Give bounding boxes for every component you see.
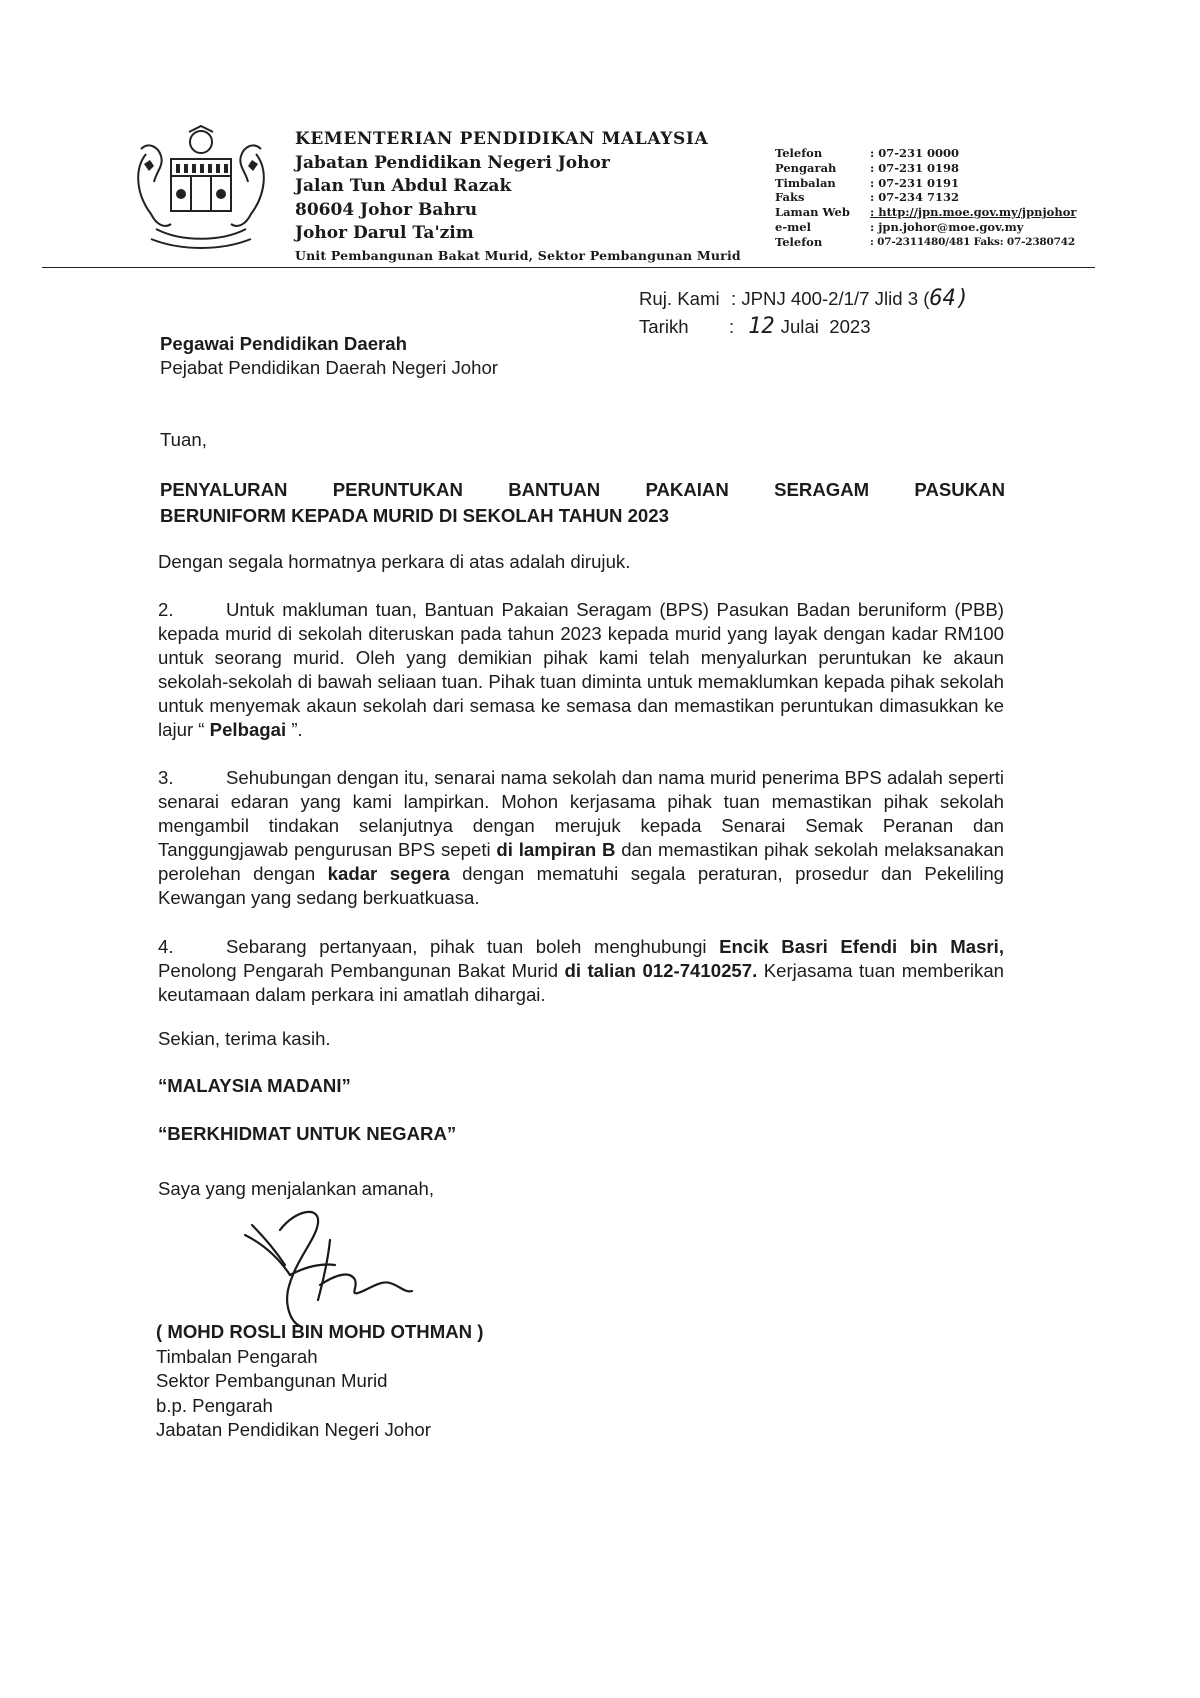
unit-name: Unit Pembangunan Bakat Murid, Sektor Pembangunan Murid [295,247,741,263]
paragraph-emphasis: kadar segera [327,863,450,884]
date-separator: : [729,316,735,337]
contact-value: : 07-234 7132 [870,190,960,205]
paragraph-emphasis: Pelbagai [209,719,287,740]
reference-handwritten-number: 64) [929,286,970,311]
date-handwritten-day: 12 [748,314,775,339]
contact-value: : 07-231 0191 [870,175,960,190]
department-name: Jabatan Pendidikan Negeri Johor [295,152,610,173]
paragraph-text: Kerjasama tuan memberikan keutamaan dalam perkara ini amatlah dihargai. [158,960,1005,1005]
paragraph-4 [158,935,1004,1007]
addressee-office: Pejabat Pendidikan Daerah Negeri Johor [160,357,499,378]
contact-label: Telefon [775,234,823,249]
contact-value: : 07-2311480/481 Faks: 07-2380742 [870,235,1075,248]
website-link[interactable]: : http://jpn.moe.gov.my/jpnjohor [870,205,1077,220]
paragraph-text: Sehubungan dengan itu, senarai nama sekolah dan nama murid penerima BPS adalah seperti senarai edaran yang kami lampirkan. Mohon kerjasama pihak tuan memastikan pihak sekolah mengambil tindakan selanjutnya dengan merujuk kepada Senarai Semak Peranan dan Tanggungjawab pengurusan BPS sepeti [158,767,1004,860]
address-postcode: 80604 Johor Bahru [295,199,478,220]
paragraph-number: 3. [158,767,174,788]
paragraph-1: Dengan segala hormatnya perkara di atas adalah dirujuk. [158,551,631,572]
paragraph-text: dan memastikan pihak sekolah melaksanakan perolehan dengan [158,839,1004,884]
paragraph-emphasis: di talian 012-7410257. [564,960,758,981]
paragraph-3 [158,766,1004,910]
contact-label: Faks [775,190,805,205]
contact-label: e-mel [775,219,811,234]
reference-row [639,285,969,313]
paragraph-text: ”. [291,719,303,740]
contact-label: Timbalan [775,175,836,190]
reference-block [639,285,969,341]
sign-off-line: Saya yang menjalankan amanah, [158,1178,434,1199]
closing-line: Sekian, terima kasih. [158,1028,331,1049]
contact-value: : 07-231 0000 [870,146,960,160]
signer-position: Timbalan Pengarah [156,1345,318,1367]
slogan-malaysia-madani: “MALAYSIA MADANI” [158,1075,351,1096]
slogan-berkhidmat: “BERKHIDMAT UNTUK NEGARA” [158,1123,457,1144]
letter-subject [160,477,1005,529]
signer-on-behalf: b.p. Pengarah [156,1394,273,1416]
contact-label: Pengarah [775,160,837,175]
date-row [639,313,969,341]
contact-row [775,176,1076,191]
addressee-title: Pegawai Pendidikan Daerah [160,333,407,354]
handwritten-signature-icon [240,1205,430,1330]
contact-label: Telefon [775,146,823,160]
letterhead-organisation [295,128,741,266]
contact-row [775,161,1076,176]
contact-row [775,220,1076,235]
paragraph-text: dengan mematuhi segala peraturan, prosedur dan Pekeliling Kewangan yang sedang berkuatkuasa. [158,863,1005,908]
email-link[interactable]: : jpn.johor@moe.gov.my [870,219,1024,234]
reference-value: : JPNJ 400-2/1/7 Jlid 3 ( [731,288,930,309]
paragraph-emphasis: di lampiran B [496,839,616,860]
salutation: Tuan, [160,429,207,450]
ministry-name: KEMENTERIAN PENDIDIKAN MALAYSIA [295,129,709,149]
contact-label: Laman Web [775,205,850,220]
signer-name: ( MOHD ROSLI BIN MOHD OTHMAN ) [156,1321,484,1342]
address-street: Jalan Tun Abdul Razak [295,176,512,196]
signer-block [156,1320,483,1443]
contact-row [775,190,1076,205]
contact-row [775,235,1076,250]
letterhead-divider [42,267,1095,268]
paragraph-number: 2. [158,599,174,620]
contact-value: : 07-231 0198 [870,160,960,175]
signer-department: Jabatan Pendidikan Negeri Johor [156,1419,431,1440]
paragraph-number: 4. [158,936,174,957]
reference-label: Ruj. Kami [639,288,720,309]
subject-line-2: BERUNIFORM KEPADA MURID DI SEKOLAH TAHUN 2023 [160,505,669,526]
paragraph-emphasis: Encik Basri Efendi bin Masri, [719,936,1004,957]
addressee-block [160,332,498,380]
date-value: Julai 2023 [780,316,871,337]
contact-row [775,146,1076,161]
paragraph-text: Penolong Pengarah Pembangunan Bakat Murid [158,960,559,981]
malaysia-coat-of-arms-icon [126,124,276,259]
paragraph-text: Sebarang pertanyaan, pihak tuan boleh menghubungi [226,936,707,957]
paragraph-text: Untuk makluman tuan, Bantuan Pakaian Seragam (BPS) Pasukan Badan beruniform (PBB) kepada murid di sekolah diteruskan pada tahun 2023 kepada murid yang layak dengan kadar RM100 untuk seorang murid. Oleh yang demikian pihak kami telah menyalurkan peruntukan ke akaun sekolah-sekolah di bawah seliaan tuan. Pihak tuan diminta untuk memaklumkan kepada pihak sekolah untuk menyemak akaun sekolah dari semasa ke semasa dan memastikan peruntukan dimasukkan ke lajur “ [158,599,1004,740]
date-label: Tarikh [639,316,689,337]
paragraph-2 [158,598,1004,742]
letterhead-contacts [775,146,1076,250]
address-state: Johor Darul Ta'zim [295,223,474,243]
contact-row [775,205,1076,220]
subject-line-1: PENYALURAN PERUNTUKAN BANTUAN PAKAIAN SERAGAM PASUKAN [160,479,1005,500]
signer-sector: Sektor Pembangunan Murid [156,1370,388,1391]
